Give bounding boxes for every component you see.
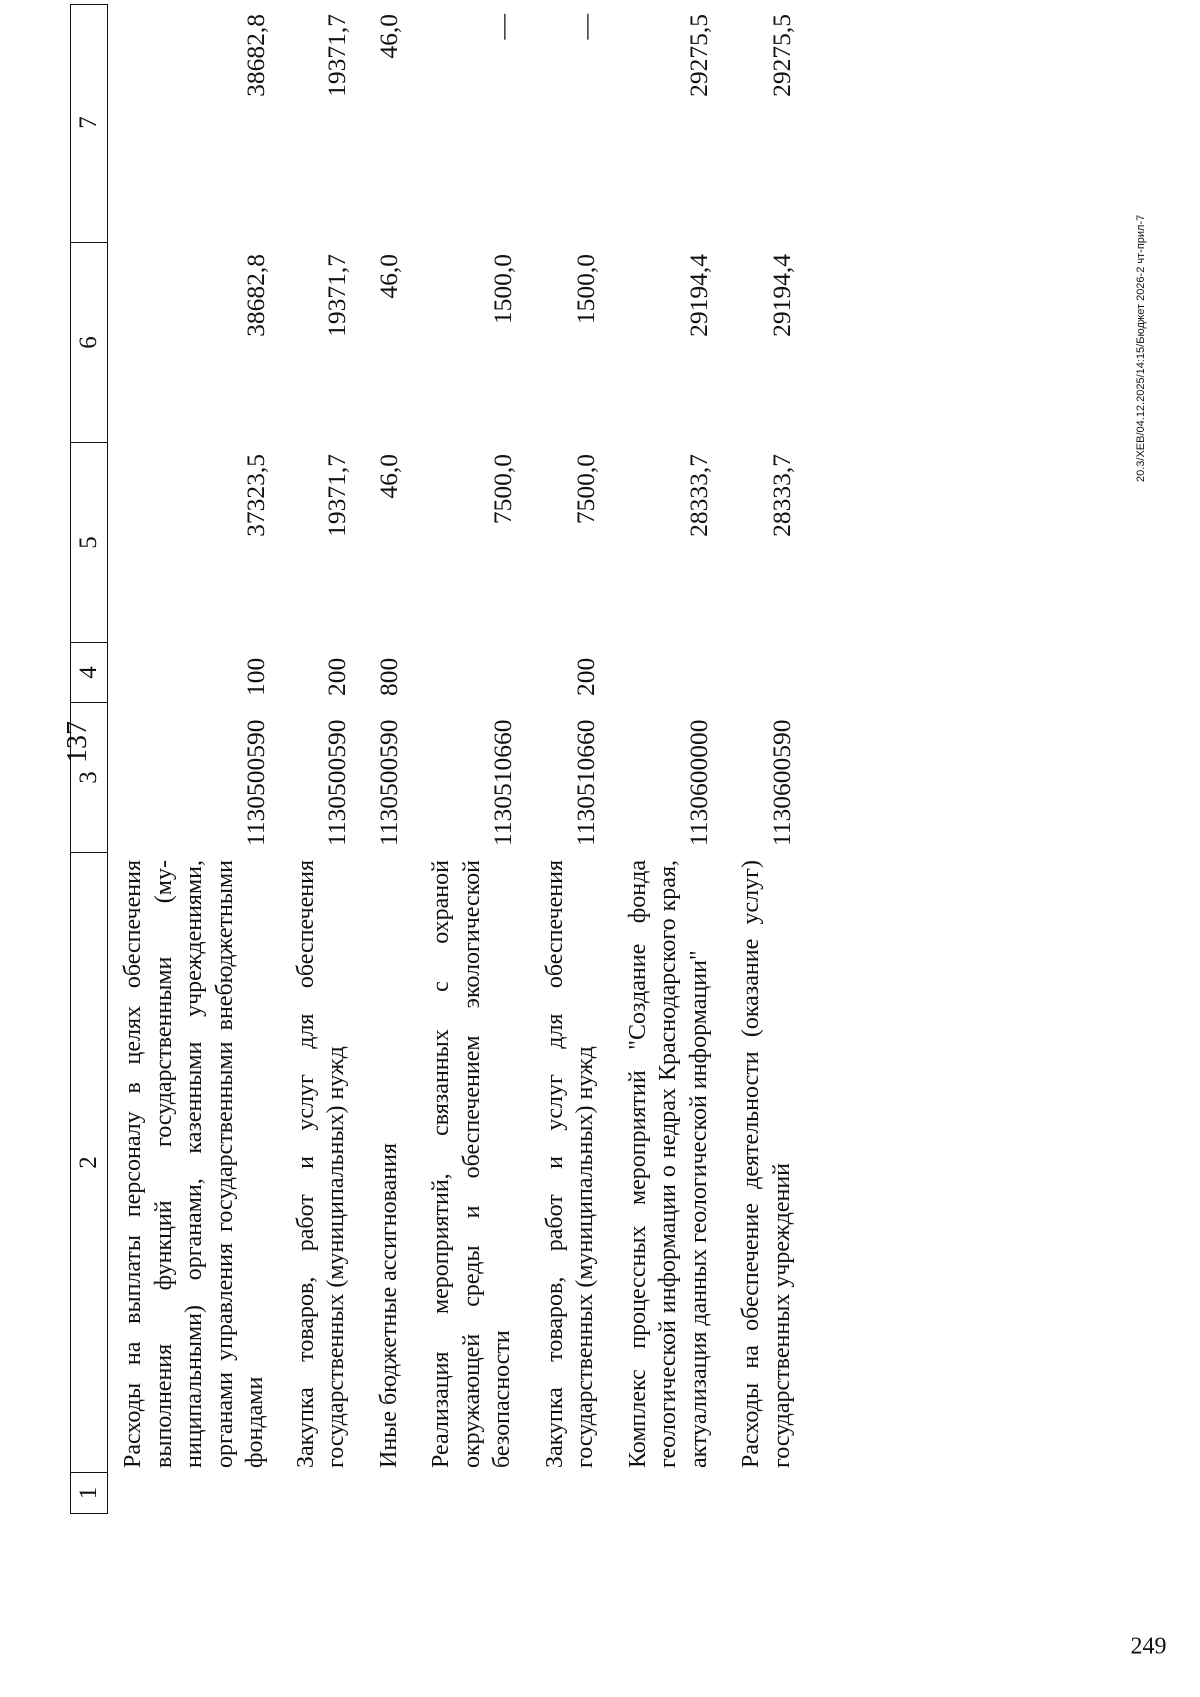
table-row (426, 4, 518, 1514)
table-header (70, 4, 108, 1514)
row-name: Реализация мероприятий, связанных с охраной окружающей среды и обеспечением экологической безопасности (428, 860, 515, 1468)
row-value-5: 37323,5 (240, 454, 270, 537)
row-group: 800 (374, 657, 403, 696)
row-value-7: 29275,5 (684, 14, 713, 97)
table-row (540, 4, 601, 1514)
row-value-5: 19371,7 (321, 454, 351, 537)
row-value-7: 38682,8 (240, 14, 270, 97)
row-code: 1130500590 (374, 719, 403, 846)
row-value-7: — (570, 14, 600, 40)
row-value-5: 7500,0 (487, 454, 517, 525)
row-name: Иные бюджетные ассигнования (375, 1143, 402, 1468)
header-col-6: 6 (71, 243, 107, 443)
row-code: 1130600000 (684, 719, 713, 846)
row-value-7: — (487, 14, 517, 40)
row-name: Закупка товаров, работ и услуг для обеспечения государственных (муниципальных) нужд (292, 860, 349, 1468)
table-row (374, 4, 405, 1514)
row-group: 200 (321, 657, 351, 696)
page-number: 137 (62, 721, 93, 763)
row-value-6: 29194,4 (767, 254, 796, 337)
table-row (623, 4, 715, 1514)
row-group: 100 (240, 657, 270, 696)
header-col-4: 4 (71, 643, 107, 703)
row-value-7: 46,0 (374, 14, 403, 59)
row-value-5: 28333,7 (684, 454, 713, 537)
row-name: Комплекс процессных мероприятий "Создание фонда геологической информации о недрах Краснодарского края, актуализация данных геологической информации" (624, 860, 712, 1468)
header-col-2: 2 (71, 853, 107, 1473)
table-row (118, 4, 271, 1514)
row-value-7: 19371,7 (321, 14, 351, 97)
row-value-6: 46,0 (374, 254, 403, 299)
row-value-5: 7500,0 (570, 454, 600, 525)
row-code: 1130600590 (767, 719, 796, 846)
row-code: 1130500590 (240, 719, 270, 846)
header-col-7: 7 (71, 3, 107, 243)
table-row (291, 4, 352, 1514)
document-stamp: 20.3/ХЕВ/04.12.2025/14:15/Бюджет 2026-2 чт-прил-7 (1135, 214, 1147, 482)
budget-table (70, 4, 797, 1514)
row-value-5: 46,0 (374, 454, 403, 499)
header-col-1: 1 (75, 1486, 102, 1500)
row-name: Расходы на выплаты персоналу в целях обеспечения выполнения функций государственными (муниципальными) органами, казенными учреждениями, органами управления государственными внебюджетными фондами (120, 860, 268, 1468)
row-value-6: 1500,0 (487, 254, 517, 325)
row-value-6: 1500,0 (570, 254, 600, 325)
row-value-6: 38682,8 (240, 254, 270, 337)
table-row (736, 4, 797, 1514)
row-code: 1130510660 (570, 719, 600, 846)
row-name: Закупка товаров, работ и услуг для обеспечения государственных (муниципальных) нужд (541, 860, 598, 1468)
row-group: 200 (570, 657, 600, 696)
footer-page-number: 249 (1130, 1633, 1167, 1660)
header-col-5: 5 (71, 443, 107, 643)
row-name: Расходы на обеспечение деятельности (оказание услуг) государственных учреждений (738, 860, 795, 1468)
row-value-6: 29194,4 (684, 254, 713, 337)
row-code: 1130500590 (321, 719, 351, 846)
row-value-5: 28333,7 (767, 454, 796, 537)
header-col-3: 3 (71, 703, 107, 853)
row-code: 1130510660 (487, 719, 517, 846)
row-value-7: 29275,5 (767, 14, 796, 97)
row-value-6: 19371,7 (321, 254, 351, 337)
